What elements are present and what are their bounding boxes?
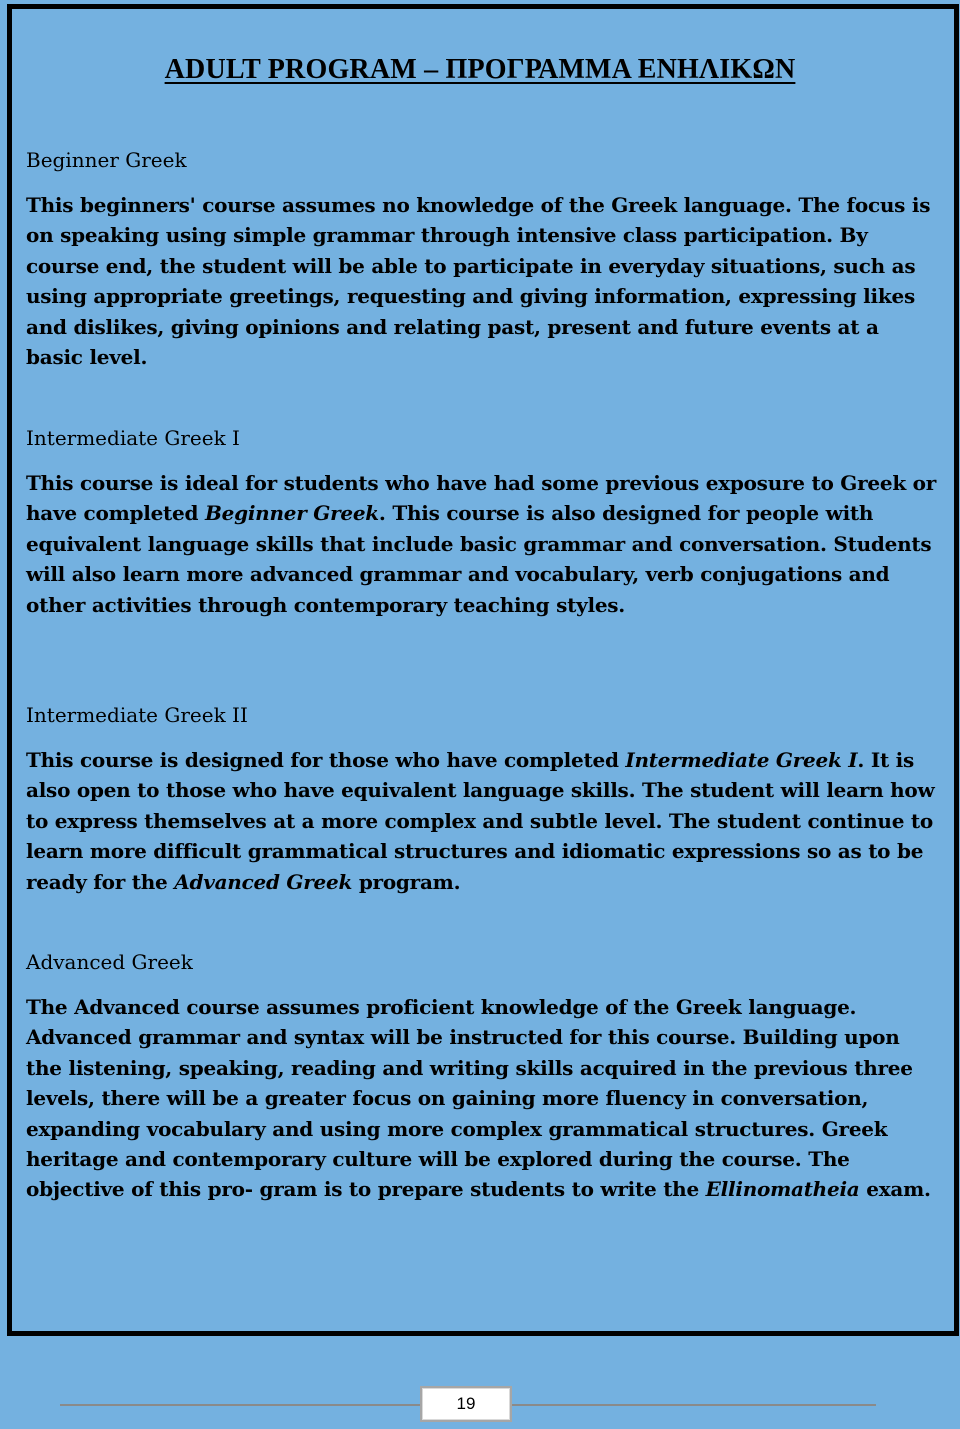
section-intermediate-greek-2 bbox=[26, 703, 942, 897]
section-body: This course is designed for those who have completed Intermediate Greek I. It is also open to those who have equivalent language skills. The student will learn how to express themselves at a more complex and subtle level. The student continue to learn more difficult grammatical structures and idiomatic expressions so as to be ready for the Advanced Greek program. bbox=[26, 748, 935, 894]
section-body: This beginners' course assumes no knowledge of the Greek language. The focus is on speaking using simple grammar through intensive class participation. By course end, the student will be able to participate in everyday situations, such as using appropriate greetings, requesting and giving information, expressing likes and dislikes, giving opinions and relating past, present and future events at a basic level. bbox=[26, 193, 931, 370]
course-reference: Beginner Greek bbox=[204, 501, 379, 526]
course-reference: Intermediate Greek I bbox=[625, 748, 858, 772]
course-reference: Advanced Greek bbox=[174, 869, 353, 894]
section-body: The Advanced course assumes proficient knowledge of the Greek language. Advanced grammar and syntax will be instructed for this course. Building upon the listening, speaking, reading and writing skills acquired in the previous three levels, there will be a greater focus on gaining more fluency in conversation, expanding vocabulary and using more complex grammatical structures. Greek heritage and contemporary culture will be explored during the course. The objective of this pro- gram is to prepare students to write the Ellinomatheia exam. bbox=[26, 995, 931, 1202]
section-heading: Advanced Greek bbox=[26, 950, 193, 974]
section-heading: Beginner Greek bbox=[26, 148, 187, 172]
page-title: ADULT PROGRAM – ΠΡΟΓΡΑΜΜΑ ΕΝΗΛΙΚΩΝ bbox=[164, 54, 796, 85]
section-body: This course is ideal for students who have had some previous exposure to Greek or have completed Beginner Greek. This course is also designed for people with equivalent language skills that include basic grammar and conversation. Students will also learn more advanced grammar and vocabulary, verb conjugations and other activities through contemporary teaching styles. bbox=[26, 471, 937, 617]
section-heading: Intermediate Greek I bbox=[26, 426, 240, 450]
section-intermediate-greek-1 bbox=[26, 426, 942, 620]
exam-name: Ellinomatheia bbox=[705, 1177, 860, 1202]
section-beginner-greek bbox=[26, 148, 942, 372]
section-heading: Intermediate Greek II bbox=[26, 703, 248, 727]
page-number: 19 bbox=[420, 1386, 512, 1422]
section-advanced-greek bbox=[26, 950, 942, 1205]
